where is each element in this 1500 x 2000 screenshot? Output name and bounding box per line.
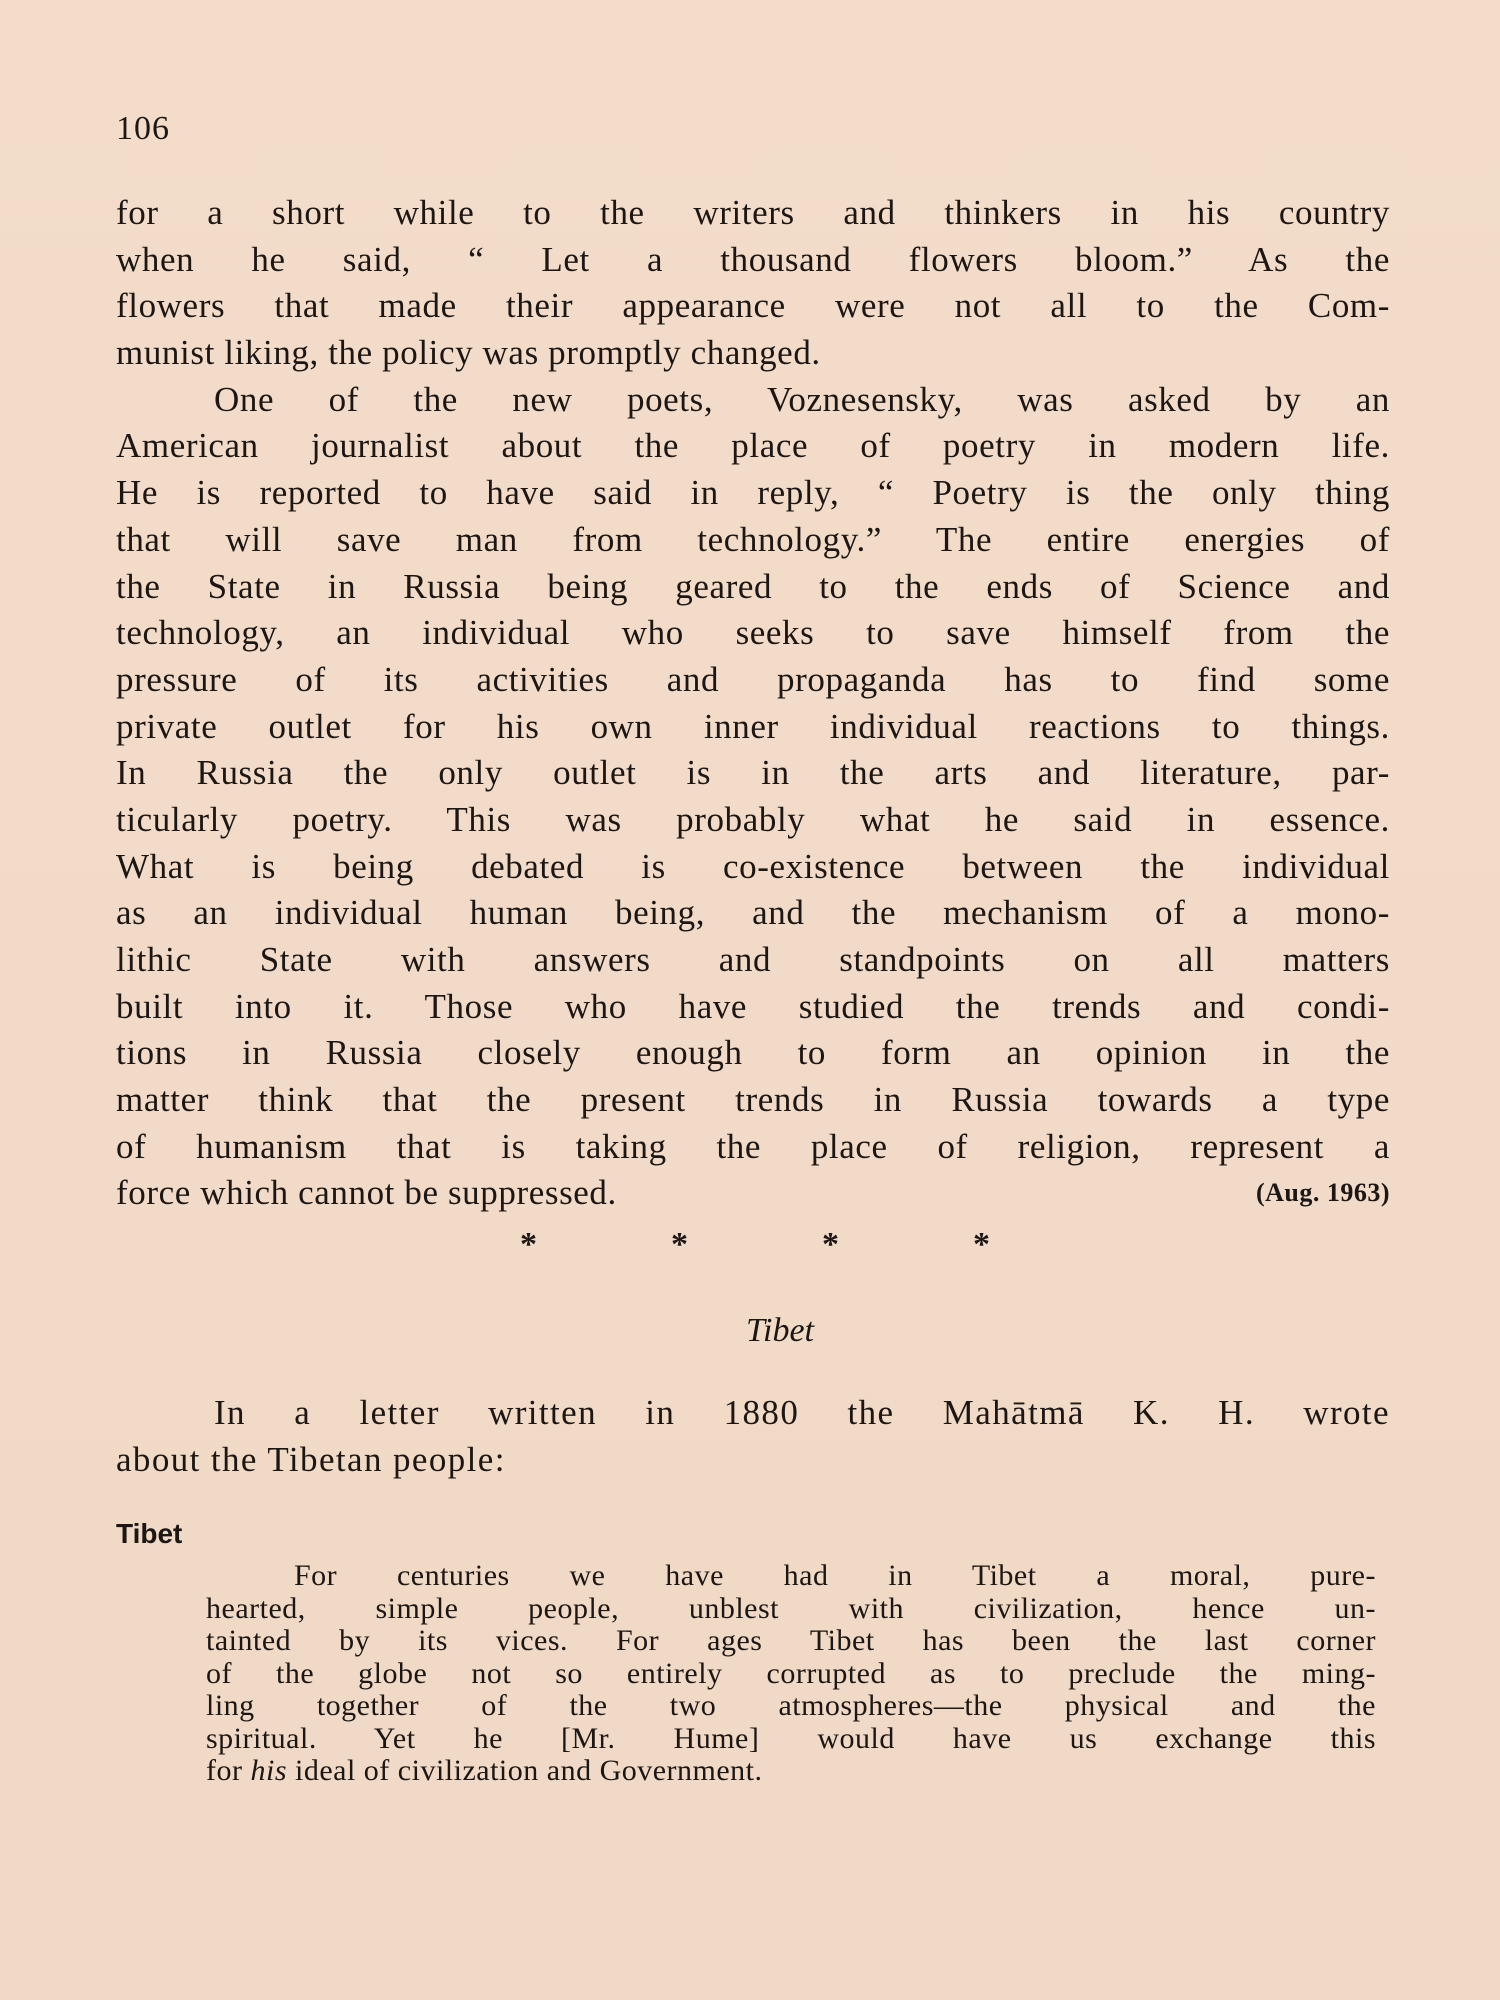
quote-line: ling together of the two atmospheres—the physical and the (206, 1689, 1376, 1722)
text-line-with-date (116, 1170, 1390, 1217)
text-line: that will save man from technology.” The entire energies of (116, 519, 1390, 559)
quote-line: of the globe not so entirely corrupted as to preclude the ming- (206, 1656, 1376, 1690)
text-line: as an individual human being, and the mechanism of a mono- (116, 893, 1390, 933)
section-title: Tibet (745, 1312, 815, 1349)
section-separator (520, 1226, 990, 1264)
text-line: the State in Russia being geared to the ends of Science and (116, 566, 1390, 606)
text-line: ticularly poetry. This was probably what he said in essence. (116, 799, 1390, 839)
quote-line-final (206, 1755, 1376, 1788)
text-line: tions in Russia closely enough to form an opinion in the (116, 1033, 1390, 1073)
text-line: about the Tibetan people: (116, 1439, 506, 1479)
text-line: American journalist about the place of poetry in modern life. (116, 426, 1390, 466)
quote-emphasis: his (250, 1754, 287, 1787)
text-line: He is reported to have said in reply, “ Poetry is the only thing (116, 473, 1390, 513)
article-date: (Aug. 1963) (1255, 1178, 1390, 1208)
text-line: What is being debated is co-existence between the individual (116, 846, 1390, 886)
separator-star: * (822, 1226, 839, 1263)
text-line: pressure of its activities and propaganda has to find some (116, 659, 1390, 699)
quote-line: For centuries we have had in Tibet a moral, pure- (294, 1559, 1376, 1592)
quote-line: spiritual. Yet he [Mr. Hume] would have us exchange this (206, 1721, 1376, 1755)
text-line: lithic State with answers and standpoints on all matters (116, 940, 1390, 979)
separator-star: * (973, 1226, 990, 1263)
text-line: In a letter written in 1880 the Mahātmā K. H. wrote (214, 1393, 1390, 1432)
text-line: In Russia the only outlet is in the arts and literature, par- (116, 753, 1390, 793)
text-line: built into it. Those who have studied the trends and condi- (116, 986, 1390, 1026)
text-line: technology, an individual who seeks to save himself from the (116, 613, 1390, 653)
quote-text: for (206, 1754, 243, 1787)
separator-star: * (671, 1226, 688, 1263)
page-number: 106 (116, 110, 170, 147)
text-line: munist liking, the policy was promptly changed. (116, 333, 821, 373)
text-line: of humanism that is taking the place of religion, represent a (116, 1126, 1390, 1166)
text-line: when he said, “ Let a thousand flowers bloom.” As the (116, 239, 1390, 279)
quote-line: hearted, simple people, unblest with civilization, hence un- (206, 1591, 1376, 1625)
separator-star: * (520, 1226, 537, 1263)
quote-text: ideal of civilization and Government. (295, 1754, 763, 1787)
text-line: force which cannot be suppressed. (116, 1173, 617, 1213)
margin-heading: Tibet (116, 1518, 183, 1549)
intro-paragraph (116, 1390, 1390, 1483)
quote-line: tainted by its vices. For ages Tibet has been the last corner (206, 1624, 1376, 1657)
block-quote (206, 1560, 1376, 1788)
text-line: matter think that the present trends in Russia towards a type (116, 1080, 1390, 1120)
text-line: flowers that made their appearance were not all to the Com- (116, 286, 1390, 326)
text-line: private outlet for his own inner individual reactions to things. (116, 706, 1390, 746)
text-line: One of the new poets, Voznesensky, was asked by an (214, 379, 1390, 419)
body-paragraphs (116, 190, 1390, 1217)
text-line: for a short while to the writers and thinkers in his country (116, 193, 1390, 232)
